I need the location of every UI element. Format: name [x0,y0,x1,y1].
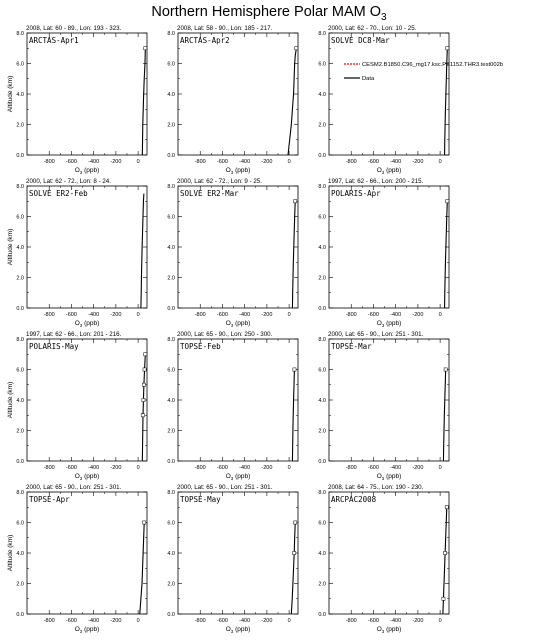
panel-header: 2000, Lat: 65 - 90., Lon: 251 - 301. [328,331,424,338]
x-tick-label: -400 [239,465,251,471]
data-point [141,414,144,417]
y-axis-label: Altitude (km) [7,228,14,266]
x-tick-label: -200 [412,465,424,471]
data-point [144,353,147,356]
x-tick-label: -600 [65,618,77,624]
x-tick-label: -600 [367,159,379,165]
y-tick-label: 6.0 [16,520,24,527]
x-tick-label: 0 [438,618,442,624]
panel-1 [7,25,147,175]
x-tick-label: 0 [287,465,291,471]
x-axis-label-subscript: 3 [79,629,83,634]
x-tick-label: -800 [194,159,206,165]
panel-name: SOLVE ER2-Mar [180,189,239,198]
x-tick-label: -800 [345,159,357,165]
panel-name: TOPSE-Apr [29,495,70,504]
panel-frame [178,186,298,308]
panel-name: TOPSE-May [180,495,221,504]
x-tick-label: -400 [239,159,251,165]
x-axis-label-unit: (ppb) [233,320,251,327]
panel-8 [167,331,298,481]
y-axis-label: Altitude (km) [7,75,14,113]
x-tick-label: -200 [412,618,424,624]
x-tick-label: -400 [88,159,100,165]
x-tick-label: -200 [110,618,122,624]
data-line [443,370,445,462]
y-tick-label: 0.0 [167,306,175,312]
y-tick-label: 4.0 [16,92,24,98]
y-tick-label: 8.0 [167,490,175,496]
panel-name: SOLVE ER2-Feb [29,189,88,198]
x-axis-label-main: O [225,320,231,327]
y-tick-label: 2.0 [16,122,24,129]
x-tick-label: -200 [110,159,122,165]
data-line [140,523,144,615]
panel-header: 2008, Lat: 64 - 75., Lon: 190 - 230. [328,484,424,491]
panels [7,25,503,634]
x-tick-label: -600 [367,465,379,471]
panel-9 [318,331,449,481]
x-axis-label-main: O [376,626,382,633]
y-tick-label: 2.0 [318,581,326,588]
y-tick-label: 0.0 [167,612,175,618]
y-tick-label: 2.0 [16,581,24,588]
x-axis-label-main: O [376,473,382,480]
panel-frame [329,339,449,461]
x-tick-label: 0 [136,312,140,318]
y-tick-label: 6.0 [318,214,326,221]
x-tick-label: 0 [136,465,140,471]
data-line [291,523,295,615]
x-axis-label-unit: (ppb) [384,167,402,174]
x-tick-label: -600 [65,465,77,471]
panel-frame [178,33,298,155]
y-tick-label: 2.0 [167,428,175,435]
legend [344,62,503,82]
y-tick-label: 8.0 [318,31,326,37]
panel-header: 2000, Lat: 62 - 70., Lon: 10 - 25. [328,25,417,32]
panel-6 [318,178,449,328]
panel-frame [329,492,449,614]
y-tick-label: 2.0 [16,275,24,282]
data-point [442,597,445,600]
y-tick-label: 8.0 [16,490,24,496]
y-tick-label: 6.0 [318,61,326,68]
data-point [142,383,145,386]
y-tick-label: 8.0 [16,184,24,190]
x-tick-label: -200 [261,618,273,624]
y-tick-label: 0.0 [16,612,24,618]
panel-header: 2008, Lat: 58 - 90., Lon: 185 - 217. [177,25,273,32]
y-tick-label: 6.0 [167,214,175,221]
x-axis-label-subscript: 3 [381,323,385,328]
x-tick-label: -200 [412,312,424,318]
y-tick-label: 6.0 [16,367,24,374]
x-tick-label: 0 [136,618,140,624]
data-point [143,368,146,371]
panel-frame [329,33,449,155]
panel-name: SOLVE DC8-Mar [331,36,390,45]
panel-header: 2008, Lat: 60 - 89., Lon: 193 - 323. [26,25,122,32]
y-tick-label: 4.0 [16,551,24,557]
x-tick-label: -400 [239,312,251,318]
x-tick-label: -800 [345,312,357,318]
y-tick-label: 2.0 [318,275,326,282]
data-point [445,506,448,509]
x-axis-label-unit: (ppb) [82,626,100,633]
y-tick-label: 8.0 [318,490,326,496]
y-tick-label: 6.0 [167,61,175,68]
x-tick-label: -600 [216,465,228,471]
y-tick-label: 0.0 [16,306,24,312]
x-axis-label-subscript: 3 [381,629,385,634]
panel-header: 2000, Lat: 65 - 90., Lon: 251 - 301. [177,484,273,491]
x-axis-label [75,167,100,175]
y-tick-label: 0.0 [167,153,175,159]
y-tick-label: 4.0 [318,398,326,404]
y-tick-label: 2.0 [318,428,326,435]
x-axis-label-subscript: 3 [79,170,83,175]
y-tick-label: 6.0 [16,61,24,68]
data-line [292,201,295,308]
x-axis-label-subscript: 3 [79,476,83,481]
x-axis-label-subscript: 3 [79,323,83,328]
x-tick-label: -200 [110,465,122,471]
panel-name: ARCPAC2008 [331,495,377,504]
x-tick-label: -400 [88,312,100,318]
x-tick-label: -600 [367,618,379,624]
data-point [446,47,449,50]
x-tick-label: 0 [287,618,291,624]
x-tick-label: -400 [239,618,251,624]
panel-12 [318,484,449,634]
panel-name: TOPSE-Feb [180,342,221,351]
x-tick-label: -400 [88,618,100,624]
x-tick-label: -200 [110,312,122,318]
x-tick-label: -200 [261,159,273,165]
x-axis-label-subscript: 3 [230,323,234,328]
x-tick-label: 0 [287,159,291,165]
x-tick-label: -800 [345,618,357,624]
x-axis-label [377,473,402,481]
x-axis-label-unit: (ppb) [82,320,100,327]
y-tick-label: 2.0 [16,428,24,435]
x-axis-label [377,626,402,634]
x-axis-label-subscript: 3 [381,170,385,175]
x-tick-label: 0 [287,312,291,318]
x-tick-label: -200 [412,159,424,165]
data-point [444,551,447,554]
panel-name: ARCTAS-Apr2 [180,36,230,45]
y-tick-label: 0.0 [318,306,326,312]
y-tick-label: 8.0 [16,31,24,37]
data-line [445,201,448,308]
data-line [288,48,296,155]
x-tick-label: -600 [216,159,228,165]
legend-model-label: CESM2.B1850.C96_mg17.ksc.PE1152.THR3.test002b [362,62,504,68]
panel-name: POLARIS-May [29,342,79,351]
x-axis-label [226,167,251,175]
x-axis-label-main: O [225,167,231,174]
x-axis-label-main: O [376,320,382,327]
panel-header: 1997, Lat: 62 - 66., Lon: 201 - 216. [26,331,122,338]
panel-name: TOPSE-Mar [331,342,372,351]
x-tick-label: -400 [390,159,402,165]
y-tick-label: 0.0 [16,153,24,159]
y-tick-label: 0.0 [167,459,175,465]
x-tick-label: -600 [65,159,77,165]
y-tick-label: 2.0 [167,122,175,129]
data-point [294,521,297,524]
x-tick-label: -800 [43,465,55,471]
panel-frame [27,33,147,155]
y-tick-label: 0.0 [318,612,326,618]
panel-frame [178,492,298,614]
panel-3 [318,25,503,175]
x-tick-label: 0 [438,312,442,318]
x-tick-label: -800 [194,312,206,318]
x-axis-label [226,626,251,634]
x-axis-label-main: O [376,167,382,174]
figure-title: Northern Hemisphere Polar MAM $O_3$ [151,4,387,23]
y-tick-label: 4.0 [167,551,175,557]
x-axis-label [75,473,100,481]
x-tick-label: -800 [43,618,55,624]
y-tick-label: 2.0 [318,122,326,129]
x-axis-label [377,167,402,175]
x-tick-label: 0 [438,465,442,471]
x-axis-label-main: O [225,626,231,633]
y-tick-label: 4.0 [16,398,24,404]
y-tick-label: 2.0 [167,275,175,282]
panel-name: POLARIS-Apr [331,189,381,198]
y-tick-label: 4.0 [318,245,326,251]
x-tick-label: -800 [194,465,206,471]
y-tick-label: 4.0 [167,245,175,251]
y-tick-label: 6.0 [167,367,175,374]
x-tick-label: -800 [43,312,55,318]
data-point [444,368,447,371]
panel-5 [167,178,298,328]
x-axis-label-subscript: 3 [230,476,234,481]
data-line [142,48,145,155]
x-axis-label-unit: (ppb) [384,626,402,633]
panel-frame [178,339,298,461]
panel-header: 2000, Lat: 65 - 90., Lon: 250 - 300. [177,331,273,338]
y-axis-label: Altitude (km) [7,381,14,419]
panel-header: 2000, Lat: 62 - 72., Lon: 9 - 25. [177,178,262,185]
y-tick-label: 2.0 [167,581,175,588]
data-point [446,200,449,203]
x-axis-label-unit: (ppb) [384,473,402,480]
y-tick-label: 4.0 [167,398,175,404]
y-axis-label: Altitude (km) [7,534,14,572]
data-point [142,398,145,401]
y-tick-label: 6.0 [167,520,175,527]
y-tick-label: 0.0 [16,459,24,465]
x-axis-label-main: O [74,626,80,633]
panel-7 [7,331,147,481]
y-tick-label: 6.0 [318,367,326,374]
x-tick-label: -800 [194,618,206,624]
x-axis-label-unit: (ppb) [233,167,251,174]
y-tick-label: 8.0 [318,337,326,343]
y-tick-label: 4.0 [167,92,175,98]
data-point [295,47,298,50]
y-tick-label: 8.0 [167,337,175,343]
data-point [294,200,297,203]
x-tick-label: -800 [43,159,55,165]
panel-frame [27,492,147,614]
x-tick-label: -800 [345,465,357,471]
panel-header: 1997, Lat: 62 - 66., Lon: 200 - 215. [328,178,424,185]
x-axis-label-main: O [74,320,80,327]
y-tick-label: 4.0 [318,551,326,557]
x-tick-label: 0 [438,159,442,165]
panel-11 [167,484,298,634]
y-tick-label: 8.0 [16,337,24,343]
data-point [144,47,147,50]
x-tick-label: -600 [367,312,379,318]
data-point [293,368,296,371]
y-tick-label: 8.0 [167,184,175,190]
x-tick-label: -200 [261,465,273,471]
x-tick-label: -400 [88,465,100,471]
figure-title-subscript: 3 [381,12,387,23]
legend-data-label: Data [362,76,375,82]
y-tick-label: 4.0 [318,92,326,98]
y-tick-label: 6.0 [318,520,326,527]
x-tick-label: -400 [390,618,402,624]
y-tick-label: 4.0 [16,245,24,251]
y-tick-label: 0.0 [318,459,326,465]
y-tick-label: 8.0 [318,184,326,190]
x-tick-label: -400 [390,465,402,471]
x-axis-label-unit: (ppb) [233,473,251,480]
panel-4 [7,178,147,328]
panel-frame [27,186,147,308]
y-tick-label: 0.0 [318,153,326,159]
x-axis-label-subscript: 3 [381,476,385,481]
x-axis-label-unit: (ppb) [82,473,100,480]
x-axis-label-subscript: 3 [230,629,234,634]
y-tick-label: 6.0 [16,214,24,221]
panel-header: 2000, Lat: 65 - 90., Lon: 251 - 301. [26,484,122,491]
x-axis-label-unit: (ppb) [233,626,251,633]
y-tick-label: 8.0 [167,31,175,37]
data-line [292,370,294,462]
data-point [293,551,296,554]
panel-frame [27,339,147,461]
panel-header: 2000, Lat: 62 - 72., Lon: 8 - 24. [26,178,111,185]
x-axis-label-main: O [74,167,80,174]
x-axis-label-unit: (ppb) [82,167,100,174]
x-tick-label: 0 [136,159,140,165]
x-axis-label-main: O [225,473,231,480]
x-tick-label: -400 [390,312,402,318]
x-tick-label: -600 [65,312,77,318]
data-line [141,194,144,308]
x-axis-label [75,320,100,328]
x-tick-label: -600 [216,312,228,318]
x-axis-label [226,473,251,481]
x-axis-label-subscript: 3 [230,170,234,175]
data-point [143,521,146,524]
panel-frame [329,186,449,308]
x-tick-label: -200 [261,312,273,318]
x-axis-label [75,626,100,634]
x-axis-label-main: O [74,473,80,480]
x-axis-label [226,320,251,328]
x-axis-label [377,320,402,328]
panel-2 [167,25,298,175]
panel-name: ARCTAS-Apr1 [29,36,79,45]
x-tick-label: -600 [216,618,228,624]
x-axis-label-unit: (ppb) [384,320,402,327]
panel-10 [7,484,147,634]
